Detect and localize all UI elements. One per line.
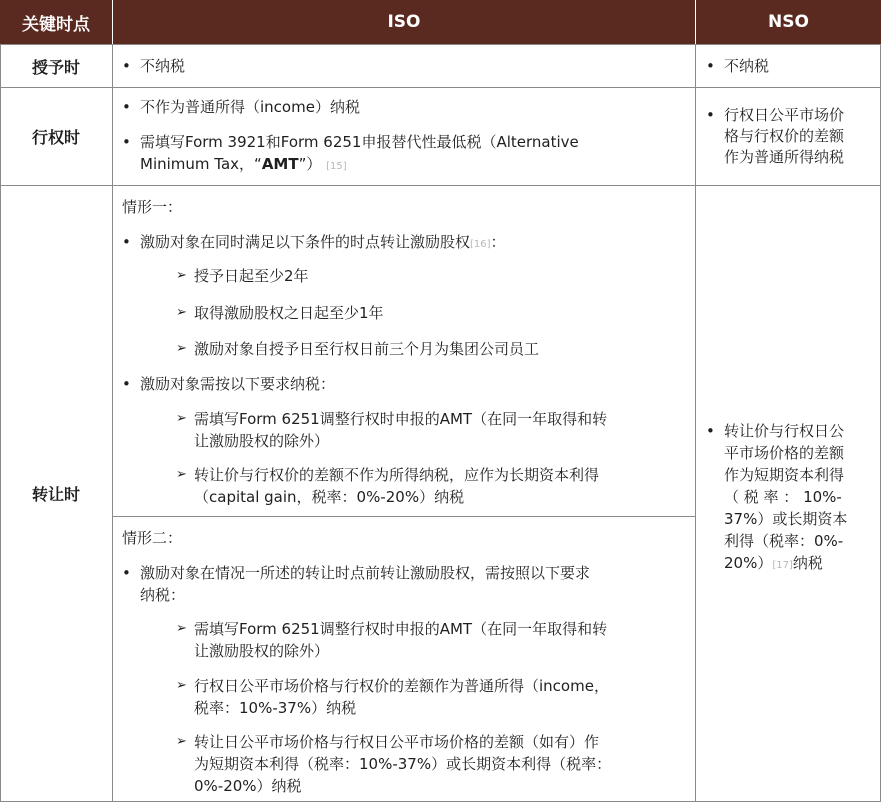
case2-bullet-1-text-1: 激励对象在情况一所述的转让时点前转让激励股权，需按照以下要求 (140, 564, 591, 582)
transfer-nso-text-5: 37%）或长期资本 (724, 510, 848, 528)
case1-arrow-5 (194, 464, 599, 486)
exercise-iso-text-2c: ”） (298, 155, 322, 173)
transfer-nso-bullet (724, 420, 844, 442)
case1-bullet-1-tail: ： (490, 233, 506, 251)
case1-bullet-2-text: 激励对象需按以下要求纳税： (140, 375, 336, 393)
grant-nso-text: 不纳税 (724, 57, 770, 75)
row-divider (0, 185, 881, 186)
case1-arrow-2-text: 取得激励股权之日起至少1年 (194, 304, 384, 322)
case2-arrow-1-text-2: 让激励股权的除外） (194, 642, 330, 660)
exercise-iso-text-1: 不作为普通所得（income）纳税 (140, 98, 360, 116)
row-label-exercise (0, 88, 112, 185)
case1-bullet-1-text: 激励对象在同时满足以下条件的时点转让激励股权 (140, 233, 471, 251)
case1-arrow-4-text-2: 让激励股权的除外） (194, 432, 330, 450)
case1-arrow-1 (194, 265, 309, 287)
footnote-ref-15: [15] (326, 161, 347, 172)
transfer-nso-line-7 (724, 552, 823, 577)
case2-arrow-1-text-1: 需填写Form 6251调整行权时申报的AMT（在同一年取得和转 (194, 620, 608, 638)
case2-title: 情形二： (122, 529, 183, 547)
case1-arrow-4-text-1: 需填写Form 6251调整行权时申报的AMT（在同一年取得和转 (194, 410, 608, 428)
footnote-ref-17: [17] (772, 560, 793, 571)
exercise-iso-bullet-2-cont (140, 153, 347, 178)
exercise-nso-text-1: 行权日公平市场价 (724, 106, 845, 124)
row-label-transfer-text: 转让时 (31, 485, 80, 504)
case2-arrow-3-text-2: 为短期资本利得（税率：10%-37%）或长期资本利得（税率： (194, 755, 612, 773)
transfer-nso-text-4: （ 税 率 ： 10%- (724, 488, 842, 506)
case2-arrow-2-text-1: 行权日公平市场价格与行权价的差额作为普通所得（income， (194, 677, 609, 695)
header-key-time-label: 关键时点 (22, 14, 90, 35)
row-label-grant (0, 45, 112, 87)
row-divider (0, 87, 881, 88)
case-divider (113, 516, 696, 517)
row-divider (0, 44, 881, 45)
exercise-iso-bullet-2 (140, 131, 579, 153)
header-key-time (0, 0, 112, 44)
case1-arrow-5-text-1: 转让价与行权价的差额不作为所得纳税，应作为长期资本利得 (194, 466, 600, 484)
transfer-nso-text-7b: 纳税 (792, 554, 823, 572)
case2-bullet-1-text-2: 纳税： (140, 586, 186, 604)
case1-arrow-2 (194, 302, 384, 324)
case2-arrow-3-text-1: 转让日公平市场价格与行权日公平市场价格的差额（如有）作 (194, 733, 600, 751)
row-divider (0, 801, 881, 802)
row-label-grant-text: 授予时 (31, 57, 80, 77)
transfer-nso-text-2: 平市场价格的差额 (724, 444, 845, 462)
grant-nso-bullet (724, 55, 769, 77)
transfer-nso-text-3: 作为短期资本利得 (724, 466, 845, 484)
case1-title: 情形一： (122, 198, 183, 216)
case1-bullet-1 (140, 231, 506, 256)
header-iso-label: ISO (387, 12, 421, 32)
case1-arrow-1-text: 授予日起至少2年 (194, 267, 309, 285)
case2-arrow-2-text-2: 税率：10%-37%）纳税 (194, 699, 357, 717)
transfer-nso-text-6: 利得（税率：0%- (724, 532, 844, 550)
footnote-ref-16: [16] (470, 239, 491, 250)
exercise-iso-bullet-1 (140, 96, 360, 118)
row-label-exercise-text: 行权时 (31, 128, 80, 147)
transfer-nso-text-7a: 20%） (724, 554, 773, 572)
case2-bullet-1 (140, 562, 590, 584)
header-nso (696, 0, 881, 44)
exercise-nso-text-3: 作为普通所得纳税 (724, 148, 845, 166)
header-iso (113, 0, 695, 44)
exercise-iso-text-2a: 需填写Form 3921和Form 6251申报替代性最低税（Alternative (140, 133, 579, 151)
case2-arrow-2 (194, 675, 609, 697)
case1-arrow-5-text-2: （capital gain，税率：0%-20%）纳税 (194, 488, 465, 506)
grant-iso-bullet (140, 55, 185, 77)
exercise-nso-text-2: 格与行权价的差额 (724, 127, 845, 145)
exercise-iso-amt: AMT (261, 155, 299, 173)
col-divider (695, 44, 696, 802)
exercise-iso-text-2b: Minimum Tax，“ (140, 155, 262, 173)
case2-arrow-3-text-3: 0%-20%）纳税 (194, 777, 302, 795)
row-label-transfer (0, 186, 112, 801)
exercise-nso-bullet (724, 104, 844, 126)
case1-bullet-2 (140, 373, 335, 395)
case1-arrow-3 (194, 338, 539, 360)
header-nso-label: NSO (768, 12, 809, 32)
case1-arrow-4 (194, 408, 607, 430)
case2-arrow-1 (194, 618, 607, 640)
grant-iso-text: 不纳税 (140, 57, 186, 75)
case2-arrow-3 (194, 731, 599, 753)
case1-arrow-3-text: 激励对象自授予日至行权日前三个月为集团公司员工 (194, 340, 540, 358)
transfer-nso-text-1: 转让价与行权日公 (724, 422, 845, 440)
col-divider (112, 44, 113, 802)
